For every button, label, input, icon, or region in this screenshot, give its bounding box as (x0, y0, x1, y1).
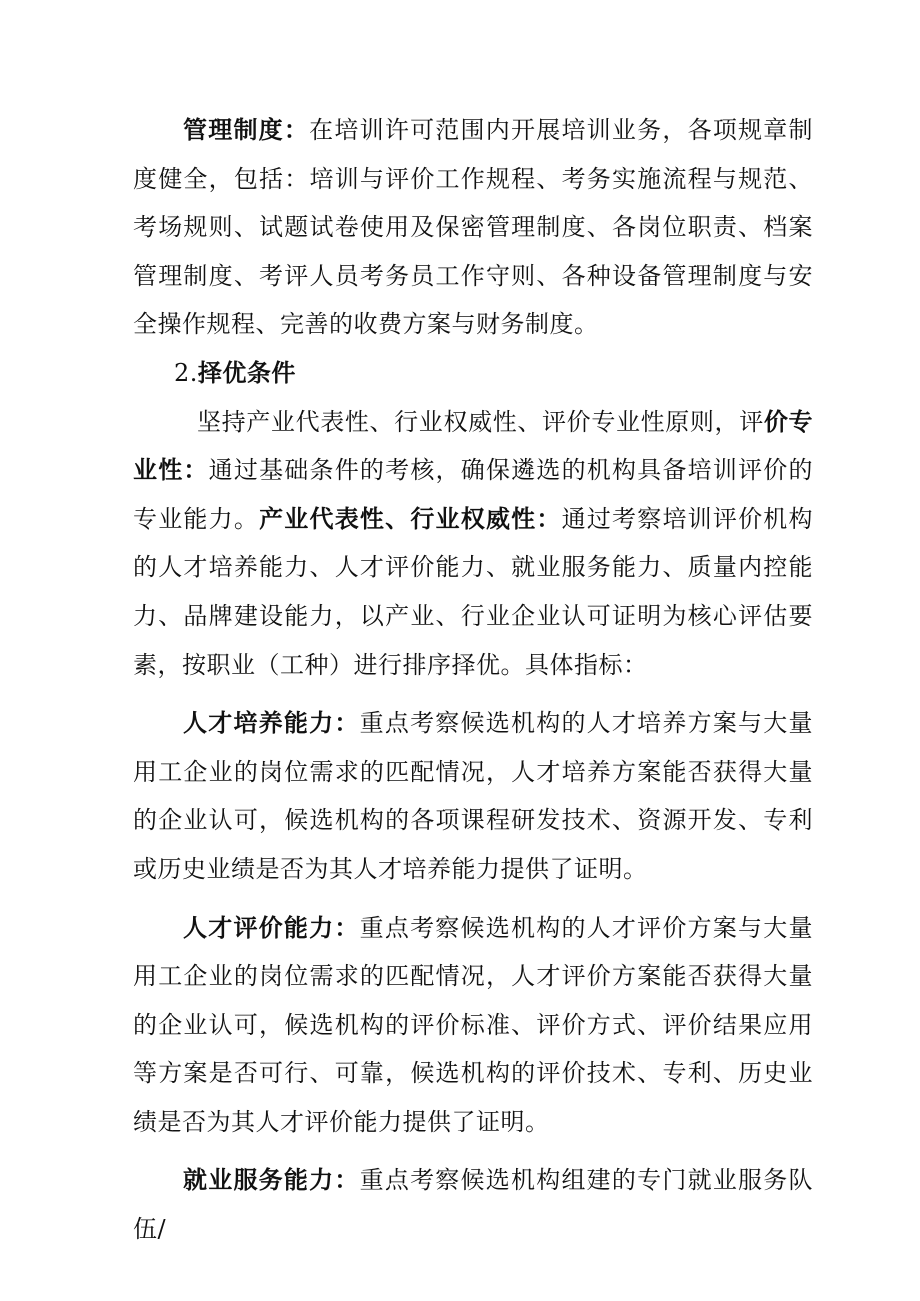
paragraph-principles (133, 398, 813, 690)
paragraph-talent-evaluation (133, 904, 813, 1147)
paragraph-employment-service (133, 1156, 813, 1253)
principles-text-end: 通过考察培训评价机构的人才培养能力、人才评价能力、就业服务能力、质量内控能力、品牌建设能力，以产业、行业企业认可证明为核心评估要素，按职业（工种）进行排序择优。具体指标： (133, 504, 814, 679)
management-system-text: 在培训许可范围内开展培训业务，各项规章制度健全，包括：培训与评价工作规程、考务实施流程与规范、考场规则、试题试卷使用及保密管理制度、各岗位职责、档案管理制度、考评人员考务员工作守则、各种设备管理制度与安全操作规程、完善的收费方案与财务制度。 (133, 116, 814, 339)
term-management-system: 管理制度： (183, 116, 310, 144)
paragraph-talent-training (133, 699, 813, 893)
document-body (133, 106, 813, 1254)
section-heading-selection (133, 349, 813, 398)
term-talent-training: 人才培养能力： (183, 709, 360, 738)
talent-evaluation-text: 重点考察候选机构的人才评价方案与大量用工企业的岗位需求的匹配情况，人才评价方案能否获得大量的企业认可，候选机构的评价标准、评价方式、评价结果应用等方案是否可行、可靠，候选机构的评价技术、专利、历史业绩是否为其人才评价能力提供了证明。 (133, 913, 814, 1136)
principles-text-middle: 通过基础条件的考核，确保遴选的机构具备培训评价的专业能力。 (133, 456, 814, 533)
term-industry-representation: 产业代表性、行业权威性： (259, 504, 562, 533)
term-professional-evaluation: 价专业性： (133, 407, 814, 485)
employment-service-text: 重点考察候选机构组建的专门就业服务队伍/ (133, 1166, 814, 1244)
term-talent-evaluation: 人才评价能力： (183, 913, 360, 942)
principles-text-start: 坚持产业代表性、行业权威性、评价专业性原则，评 (197, 407, 764, 436)
paragraph-management-system (133, 106, 813, 349)
section-number: 2. (174, 358, 198, 387)
talent-training-text: 重点考察候选机构的人才培养方案与大量用工企业的岗位需求的匹配情况，人才培养方案能否获得大量的企业认可，候选机构的各项课程研发技术、资源开发、专利或历史业绩是否为其人才培养能力提供了证明。 (133, 709, 814, 883)
term-employment-service: 就业服务能力： (183, 1166, 360, 1195)
section-title: 择优条件 (197, 358, 296, 387)
